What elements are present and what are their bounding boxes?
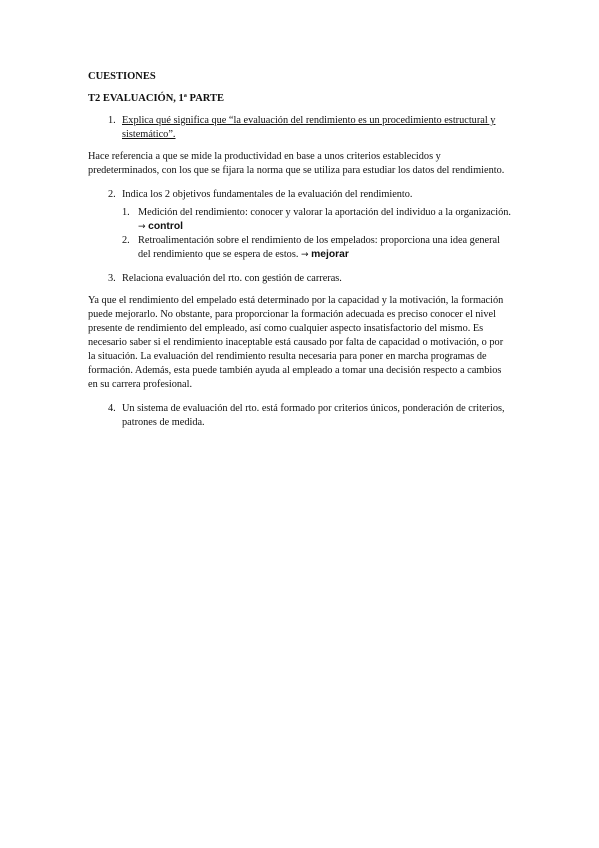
list-item-number: 2. xyxy=(122,235,130,246)
list-item xyxy=(122,234,511,262)
objectives-list xyxy=(122,206,511,262)
question-4 xyxy=(108,402,511,430)
list-item-text xyxy=(138,206,511,234)
list-item-keyword: control xyxy=(148,221,184,232)
list-item-text xyxy=(138,234,511,262)
question-text: Un sistema de evaluación del rto. está formado por criterios únicos, ponderación de criterios, patrones de medida. xyxy=(122,403,505,428)
list-item-body: Medición del rendimiento: conocer y valorar la aportación del individuo a la organización. xyxy=(138,207,511,218)
question-number: 1. xyxy=(108,115,116,126)
list-item-number: 1. xyxy=(122,207,130,218)
list-item-keyword: mejorar xyxy=(311,249,349,260)
answer-3: Ya que el rendimiento del empelado está determinado por la capacidad y la motivación, la formación puede mejorarlo. No obstante, para proporcionar la formación adecuada es preciso conocer el nivel presente de rendimiento del empleado, así como cualquier aspecto insatisfactorio del mismo. Es necesario saber si el rendimiento inaceptable está causado por falta de capacidad o motivación, o por la situación. La evaluación del rendimiento resulta necesaria para poner en marcha programas de formación. Además, esta puede también ayuda al empleado a tomar una decisión respecto a cambios en su carrera profesional. xyxy=(88,295,504,390)
list-item xyxy=(122,206,511,234)
list-item-body: Retroalimentación sobre el rendimiento de los empelados: proporciona una idea general del rendimiento que se espera de estos. xyxy=(138,235,500,260)
question-number: 4. xyxy=(108,403,116,414)
question-text: Relaciona evaluación del rto. con gestión de carreras. xyxy=(122,273,342,284)
question-1 xyxy=(108,114,511,142)
question-3 xyxy=(108,272,511,286)
question-text: Indica los 2 objetivos fundamentales de la evaluación del rendimiento. xyxy=(122,189,413,200)
question-number: 3. xyxy=(108,273,116,284)
question-number: 2. xyxy=(108,189,116,200)
right-arrow-icon: → xyxy=(138,222,146,232)
question-2 xyxy=(108,188,511,202)
document-subheading: T2 EVALUACIÓN, 1ª PARTE xyxy=(88,93,224,104)
answer-1: Hace referencia a que se mide la productividad en base a unos criterios establecidos y predeterminados, con los que se fijara la norma que se utiliza para estudiar los datos del rendimiento. xyxy=(88,151,505,176)
question-text: Explica qué significa que “la evaluación del rendimiento es un procedimiento estructural y sistemático”. xyxy=(122,115,496,140)
right-arrow-icon: → xyxy=(300,250,309,260)
document-heading: CUESTIONES xyxy=(88,71,156,82)
